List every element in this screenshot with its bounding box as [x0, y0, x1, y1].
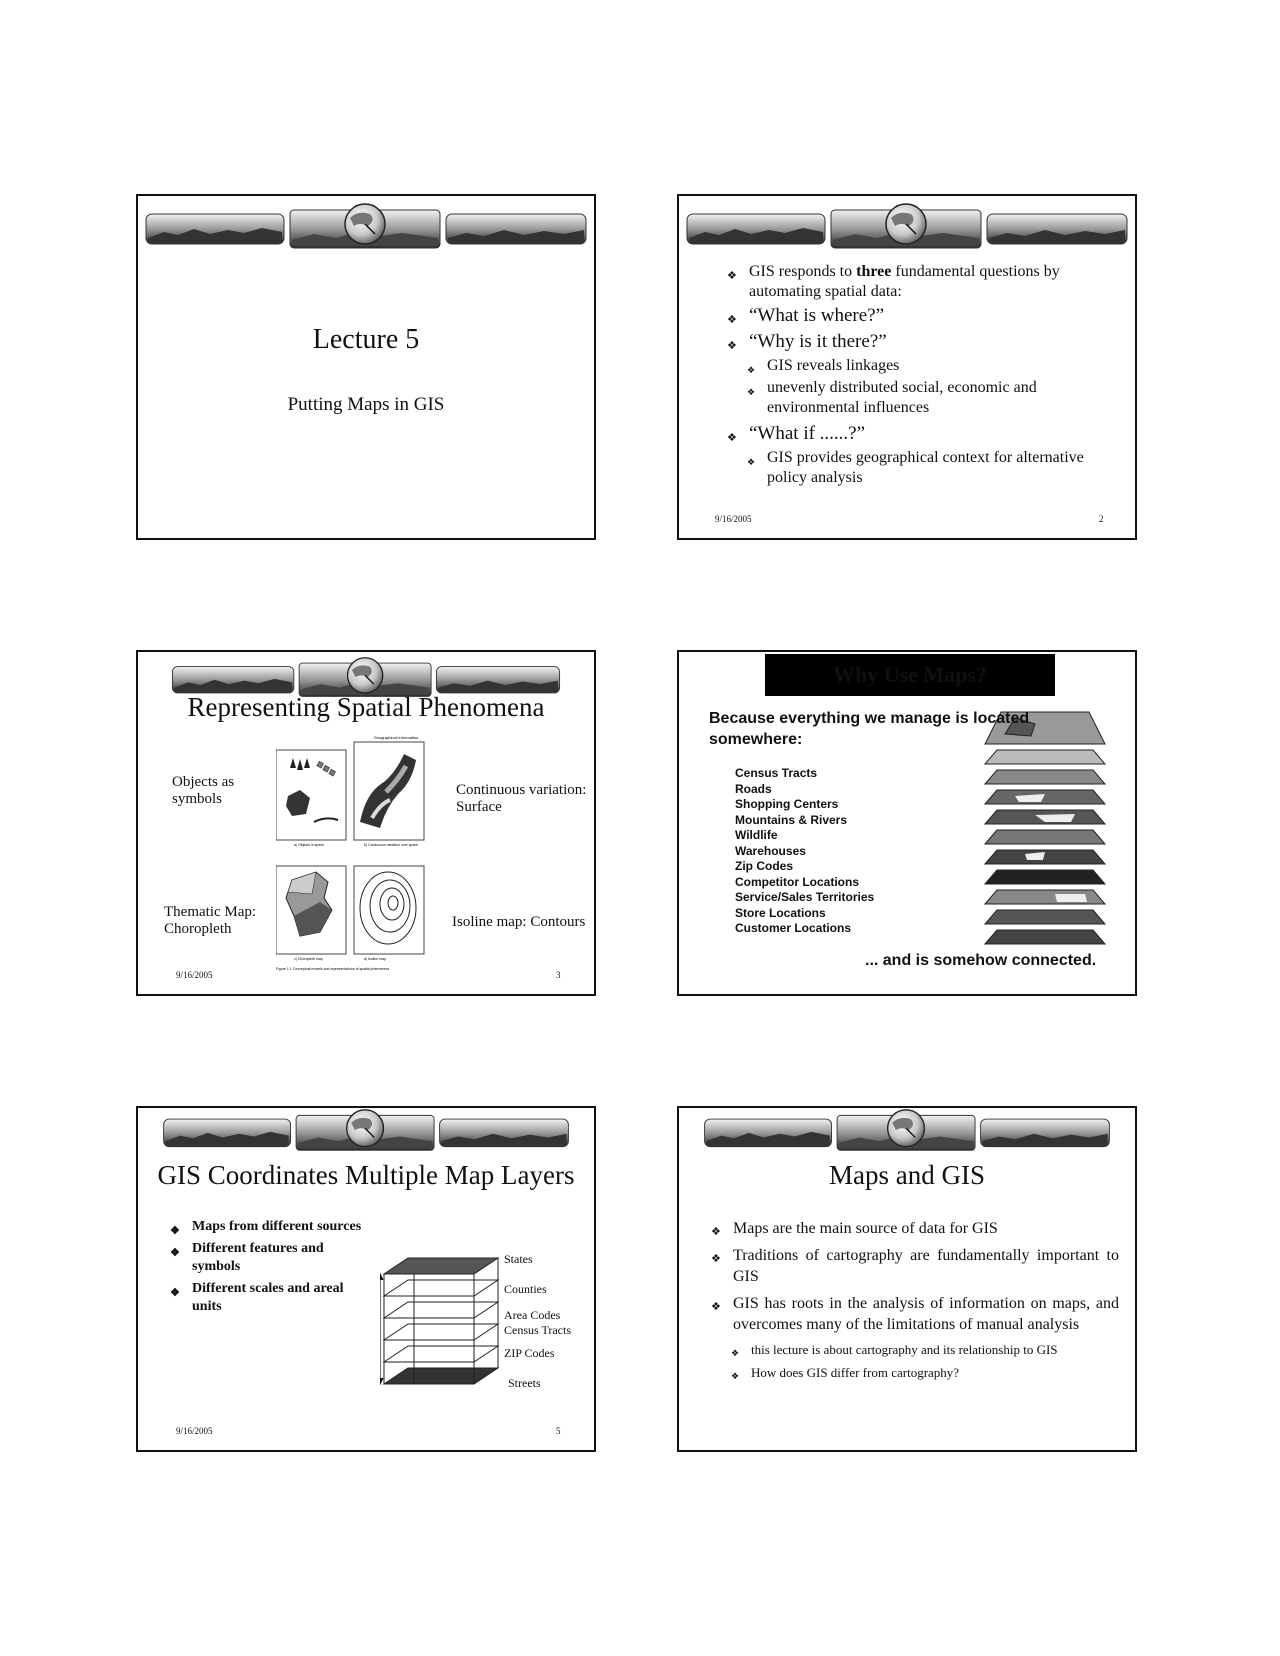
bullet: ❖ Different scales and areal units	[170, 1280, 370, 1316]
label-thematic: Thematic Map: Choropleth	[164, 904, 257, 937]
list-item: Roads	[735, 781, 772, 796]
bullet: ❖ “Why is it there?”	[727, 332, 1097, 352]
figure-caption: Figure 1.1 Conceptual models and representations of spatial phenomena	[276, 967, 390, 971]
banner-graphic	[685, 202, 1129, 252]
list-item: Service/Sales Territories	[735, 890, 875, 904]
layer-label-zip-codes: ZIP Codes	[504, 1346, 555, 1360]
slide-date: 9/16/2005	[176, 1426, 213, 1436]
list-item: Shopping Centers	[735, 797, 839, 811]
figure-header: Geographical information	[373, 735, 419, 740]
slide-closing: ... and is somehow connected.	[865, 952, 1097, 969]
sub-bullet: ❖ How does GIS differ from cartography?	[711, 1362, 1119, 1383]
banner-graphic	[144, 202, 588, 252]
label-objects: Objects as symbols	[172, 774, 235, 807]
sub-bullet: ❖ GIS provides geographical context for alternative policy analysis	[727, 448, 1097, 488]
slide-title: Lecture 5	[312, 324, 420, 355]
list-item: Zip Codes	[735, 859, 794, 873]
slide-title: GIS Coordinates Multiple Map Layers	[157, 1160, 575, 1190]
bullet-list	[170, 1218, 370, 1316]
banner-graphic	[685, 1108, 1129, 1154]
bullet-list	[711, 1218, 1119, 1383]
slide-page-number: 5	[556, 1426, 561, 1436]
slide-title: Maps and GIS	[829, 1160, 985, 1190]
slide-1	[136, 194, 596, 540]
slide-page-number: 2	[1099, 514, 1104, 524]
sub-bullet: ❖ unevenly distributed social, economic and environmental influences	[727, 378, 1097, 418]
slide-title: Representing Spatial Phenomena	[187, 692, 545, 722]
list-item: Mountains & Rivers	[735, 812, 848, 827]
bullet: ❖ Maps are the main source of data for GIS	[711, 1218, 1119, 1239]
slide-date: 9/16/2005	[715, 514, 752, 524]
list-item: Store Locations	[735, 905, 826, 920]
slide-page-number: 3	[556, 970, 561, 980]
bullet: ❖ Traditions of cartography are fundamentally important to GIS	[711, 1245, 1119, 1287]
caption-a: a) Objects in space	[294, 843, 324, 847]
list-item: Customer Locations	[735, 921, 852, 935]
slide-date: 9/16/2005	[176, 970, 213, 980]
slide-title: Why Use Maps?	[765, 654, 1055, 696]
slide-subtitle: Putting Maps in GIS	[287, 394, 445, 415]
layer-label-states: States	[504, 1252, 533, 1266]
banner-graphic	[144, 1108, 588, 1154]
bullet-list	[727, 262, 1097, 488]
sub-bullet: ❖ this lecture is about cartography and its relationship to GIS	[711, 1339, 1119, 1360]
caption-c: c) Choropleth map	[294, 957, 323, 961]
layer-label-census-tracts: Census Tracts	[504, 1323, 572, 1337]
list-item: Competitor Locations	[735, 874, 860, 889]
slide-5	[136, 1106, 596, 1452]
bullet: ❖ “What is where?”	[727, 306, 1097, 326]
managed-items-list	[735, 766, 874, 937]
slide-2	[677, 194, 1137, 540]
slide-3	[136, 650, 596, 996]
list-item: Wildlife	[735, 828, 778, 842]
layer-cube-diagram	[380, 1254, 500, 1404]
list-item: Census Tracts	[735, 766, 818, 780]
bullet: ❖ Different features and symbols	[170, 1240, 370, 1276]
caption-b: b) Continuous variation over space	[364, 843, 419, 847]
layer-label-streets: Streets	[508, 1376, 541, 1390]
slide-4	[677, 650, 1137, 996]
sub-bullet: ❖ GIS reveals linkages	[727, 356, 1097, 376]
layer-label-area-codes: Area Codes	[504, 1308, 561, 1322]
bullet: ❖ Maps from different sources	[170, 1218, 370, 1236]
label-continuous: Continuous variation: Surface	[456, 782, 587, 815]
caption-d: d) Isoline map	[364, 957, 386, 961]
spatial-phenomena-figure	[276, 732, 436, 972]
slide-intro: Because everything we manage is located somewhere:	[709, 710, 1030, 748]
list-item: Warehouses	[735, 843, 806, 858]
bullet: ❖ GIS responds to three fundamental questions by automating spatial data:	[727, 262, 1097, 302]
bullet: ❖ “What if ......?”	[727, 424, 1097, 444]
layer-label-counties: Counties	[504, 1282, 547, 1296]
slide-6	[677, 1106, 1137, 1452]
label-isoline: Isoline map: Contours	[452, 914, 586, 930]
bullet: ❖ GIS has roots in the analysis of information on maps, and overcomes many of the limitations of manual analysis	[711, 1293, 1119, 1335]
